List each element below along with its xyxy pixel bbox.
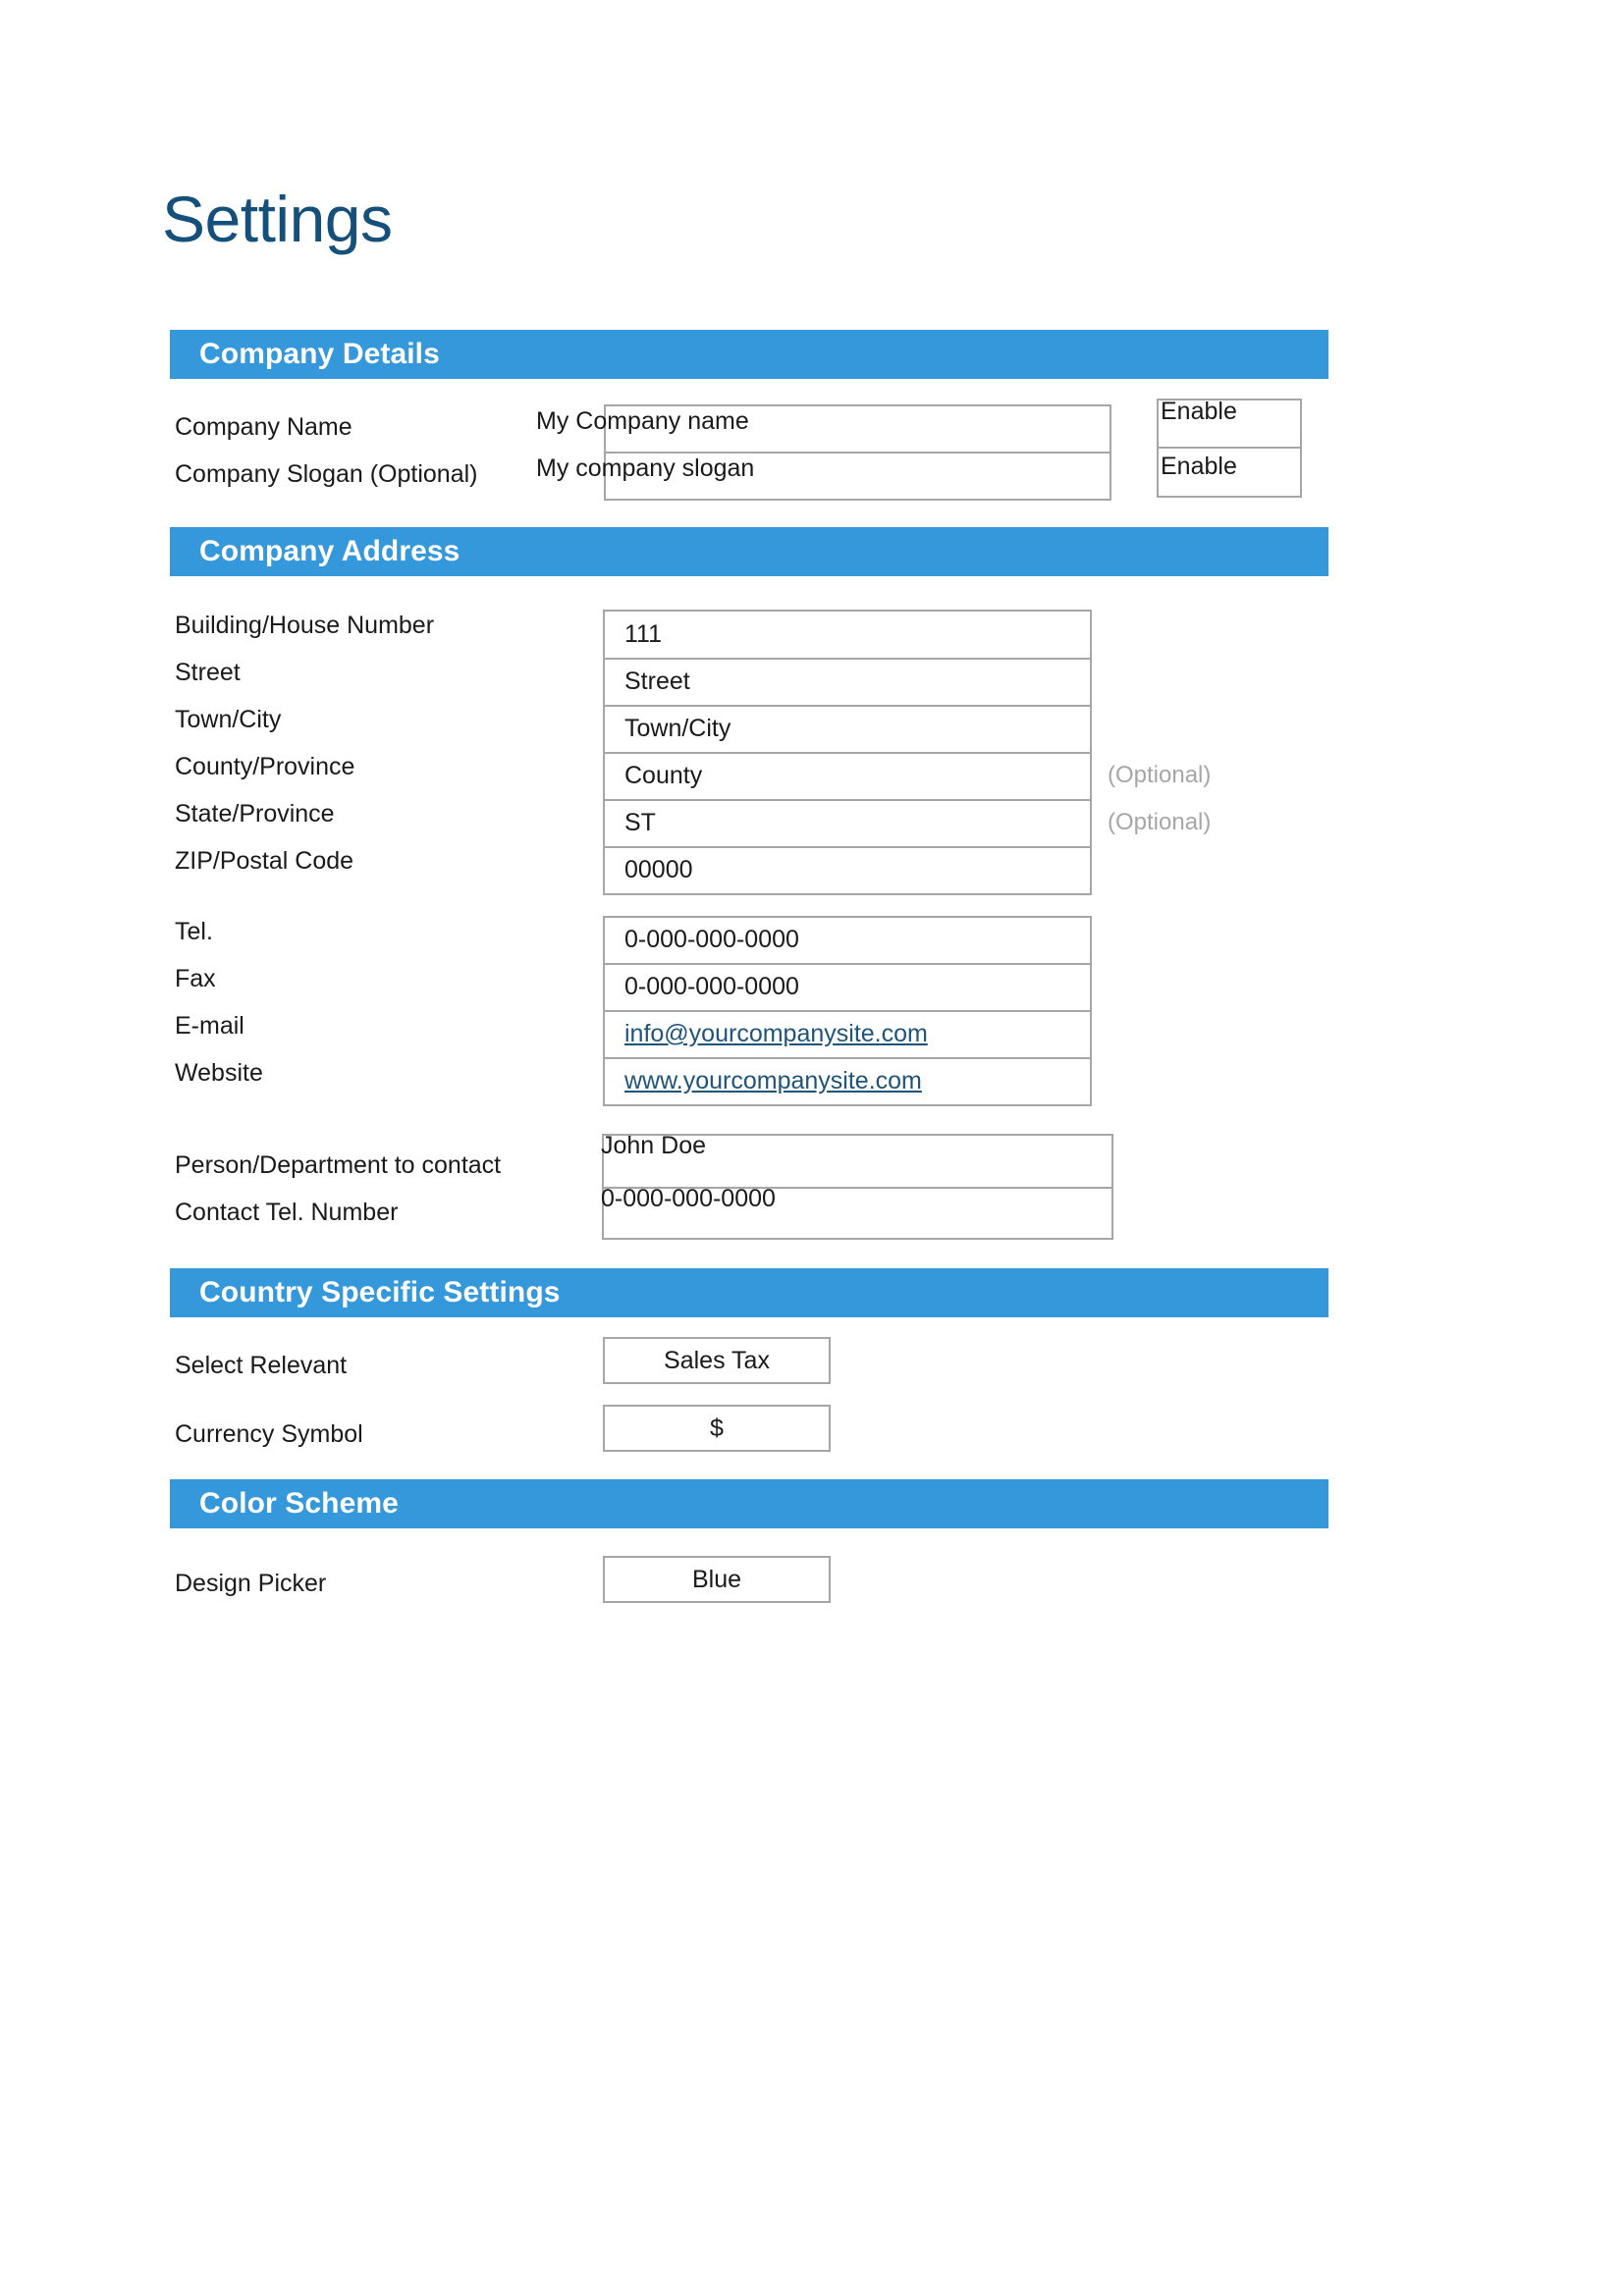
value-tel: 0-000-000-0000 xyxy=(624,926,799,953)
input-building-house-number[interactable] xyxy=(603,610,1092,658)
value-email-link[interactable]: info@yourcompanysite.com xyxy=(624,1020,928,1047)
value-person-department-to-contact: John Doe xyxy=(601,1132,707,1159)
label-county-province: County/Province xyxy=(175,753,355,780)
section-header-color-scheme-label: Color Scheme xyxy=(199,1487,399,1520)
label-zip-postal-code: ZIP/Postal Code xyxy=(175,847,354,875)
value-contact-tel-number: 0-000-000-0000 xyxy=(601,1185,776,1212)
section-header-company-details xyxy=(170,330,1328,379)
label-street: Street xyxy=(175,659,241,686)
page-title: Settings xyxy=(162,183,393,255)
value-street: Street xyxy=(624,667,690,695)
value-fax: 0-000-000-0000 xyxy=(624,973,799,1000)
value-company-name: My Company name xyxy=(536,407,749,435)
label-company-name: Company Name xyxy=(175,413,352,441)
value-zip-postal-code: 00000 xyxy=(624,856,693,883)
section-header-country-specific-settings xyxy=(170,1268,1328,1317)
label-building-house-number: Building/House Number xyxy=(175,612,435,639)
label-currency-symbol: Currency Symbol xyxy=(175,1420,363,1448)
label-design-picker: Design Picker xyxy=(175,1570,327,1597)
label-fax: Fax xyxy=(175,965,216,992)
toggle-company-slogan-enable-label: Enable xyxy=(1161,453,1237,480)
section-header-company-address-label: Company Address xyxy=(199,535,460,567)
toggle-company-name-enable-label: Enable xyxy=(1161,398,1237,425)
value-currency-symbol: $ xyxy=(710,1415,724,1442)
label-website: Website xyxy=(175,1059,263,1087)
section-header-country-specific-settings-label: Country Specific Settings xyxy=(199,1276,561,1308)
value-county-province: County xyxy=(624,762,703,789)
label-email: E-mail xyxy=(175,1012,244,1040)
label-contact-tel-number: Contact Tel. Number xyxy=(175,1199,399,1226)
input-state-province[interactable] xyxy=(603,799,1092,846)
value-town-city: Town/City xyxy=(624,715,731,742)
label-select-relevant: Select Relevant xyxy=(175,1352,348,1379)
section-header-company-details-label: Company Details xyxy=(199,338,440,370)
note-state-province-optional: (Optional) xyxy=(1108,809,1212,835)
label-company-slogan: Company Slogan (Optional) xyxy=(175,460,478,488)
note-county-province-optional: (Optional) xyxy=(1108,762,1212,788)
value-company-slogan: My company slogan xyxy=(536,454,755,482)
section-header-company-address xyxy=(170,527,1328,576)
label-person-department-to-contact: Person/Department to contact xyxy=(175,1151,502,1179)
label-tel: Tel. xyxy=(175,918,213,945)
section-header-color-scheme xyxy=(170,1479,1328,1528)
value-design-picker: Blue xyxy=(691,1566,742,1593)
value-select-relevant: Sales Tax xyxy=(664,1347,770,1374)
value-website-link[interactable]: www.yourcompanysite.com xyxy=(624,1067,922,1095)
label-town-city: Town/City xyxy=(175,706,282,733)
label-state-province: State/Province xyxy=(175,800,335,828)
value-building-house-number: 111 xyxy=(624,620,663,648)
value-state-province: ST xyxy=(624,809,656,836)
